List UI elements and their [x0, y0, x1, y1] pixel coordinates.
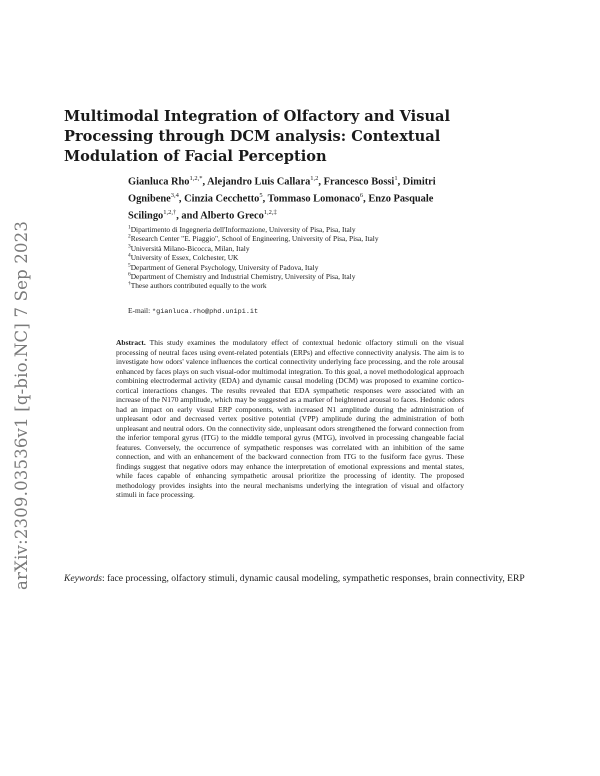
author-name: Tommaso Lomonaco	[267, 193, 360, 205]
author-affiliation-mark: 3,4	[170, 192, 179, 200]
paper-title: Multimodal Integration of Olfactory and Visual Processing through DCM analysis: Contextual Modulation of Facial Perception	[64, 108, 451, 165]
abstract-text: This study examines the modulatory effect of contextual hedonic olfactory stimuli on the visual processing of neutral faces using event-related potentials (ERPs) and effective connectivity analysis. The aim is to investigate how odors' valence influences the cortical connectivity underlying face processing, and the role arousal enhanced by faces plays on such visual-odor multimodal integration. To this goal, a novel methodological approach combining electrodermal activity (EDA) and dynamic causal modeling (DCM) was proposed to examine cortico-cortical interactions changes. The results revealed that EDA sympathetic responses were associated with an increase of the N170 amplitude, which may be suggested as a marker of heightened arousal to faces. Hedonic odors had an impact on early visual ERP components, with increased N1 amplitude during the administration of unpleasant odor and decreased vertex positive potential (VPP) amplitude during the administration of both unpleasant and neutral odors. On the connectivity side, unpleasant odors strengthened the forward connection from the inferior temporal gyrus (ITG) to the middle temporal gyrus (MTG), involved in processing changeable facial features. Conversely, the occurrence of sympathetic responses was correlated with an inhibition of the same connection, and with an enhancement of the backward connection from ITG to the fusiform face gyrus. These findings suggest that negative odors may enhance the interpretation of emotional expressions and mental states, while faces capable of enhancing sympathetic arousal prioritize the processing of identity. The proposed methodology provides insights into the neural mechanisms underlying the integration of visual and olfactory stimuli in face processing.	[116, 338, 464, 499]
affiliation-item: †These authors contributed equally to the work	[128, 280, 267, 291]
author-list: Gianluca Rho$^{1,2,*}$, Alejandro Luis Callara$^{1,2}$, Francesco Bossi$^1$, Dimitri Ognibene$^{3,4}$, Cinzia Cecchetto$^5$, Tommaso Lomonaco$^6$, Enzo Pasquale Scilingo$^{1,2,\dagger}$, and Alberto Greco$^{1,2,\ddagger}$	[128, 175, 436, 222]
affiliation-item: $^3$Università Milano-Bicocca, Milan, Italy	[128, 243, 250, 253]
author-affiliation-mark: 1,2,†	[163, 209, 177, 217]
affiliation-item: $^2$Research Center "E. Piaggio", School of Engineering, University of Pisa, Pisa, Italy	[128, 233, 379, 244]
author-affiliation-mark: 1	[394, 175, 398, 182]
author-name: Francesco Bossi	[323, 176, 395, 188]
email-label: E-mail:	[128, 306, 153, 315]
affiliation-item: $^5$Department of General Psychology, University of Padova, Italy	[128, 262, 319, 272]
arxiv-identifier: arXiv:2309.03536v1 [q-bio.NC] 7 Sep 2023	[12, 220, 31, 590]
keywords	[64, 572, 536, 585]
author-name: Alberto Greco	[200, 210, 264, 222]
author-name: Dimitri Ognibene	[128, 176, 436, 205]
email-address[interactable]: gianluca.rho@phd.unipi.it	[156, 308, 259, 316]
author-affiliation-mark: 1,2,*	[189, 175, 203, 182]
affiliation-item: $^4$University of Essex, Colchester, UK	[128, 252, 239, 263]
abstract	[116, 338, 464, 500]
author-affiliation-mark: 1,2	[310, 175, 319, 182]
affiliation-list	[128, 225, 448, 291]
author-affiliation-mark: 6	[359, 192, 364, 200]
author-affiliation-mark: 1,2,‡	[263, 209, 277, 217]
corresponding-email	[128, 306, 448, 316]
author-name: Enzo Pasquale Scilingo	[128, 193, 434, 222]
author-affiliation-mark: 5	[259, 192, 263, 200]
affiliation-item: $^1$Dipartimento di Ingegneria dell'Informazione, University of Pisa, Pisa, Italy	[128, 224, 356, 234]
abstract-heading: Abstract.	[116, 338, 146, 347]
keywords-label: Keywords	[64, 573, 103, 584]
author-name: Cinzia Cecchetto	[184, 193, 260, 205]
author-name: Alejandro Luis Callara	[207, 176, 311, 188]
email-mark: *	[152, 308, 157, 316]
author-name: Gianluca Rho	[128, 176, 190, 188]
affiliation-item: $^6$Department of Chemistry and Industrial Chemistry, University of Pisa, Italy	[128, 271, 356, 282]
keywords-text: : face processing, olfactory stimuli, dynamic causal modeling, sympathetic responses, brain connectivity, ERP	[102, 573, 525, 584]
